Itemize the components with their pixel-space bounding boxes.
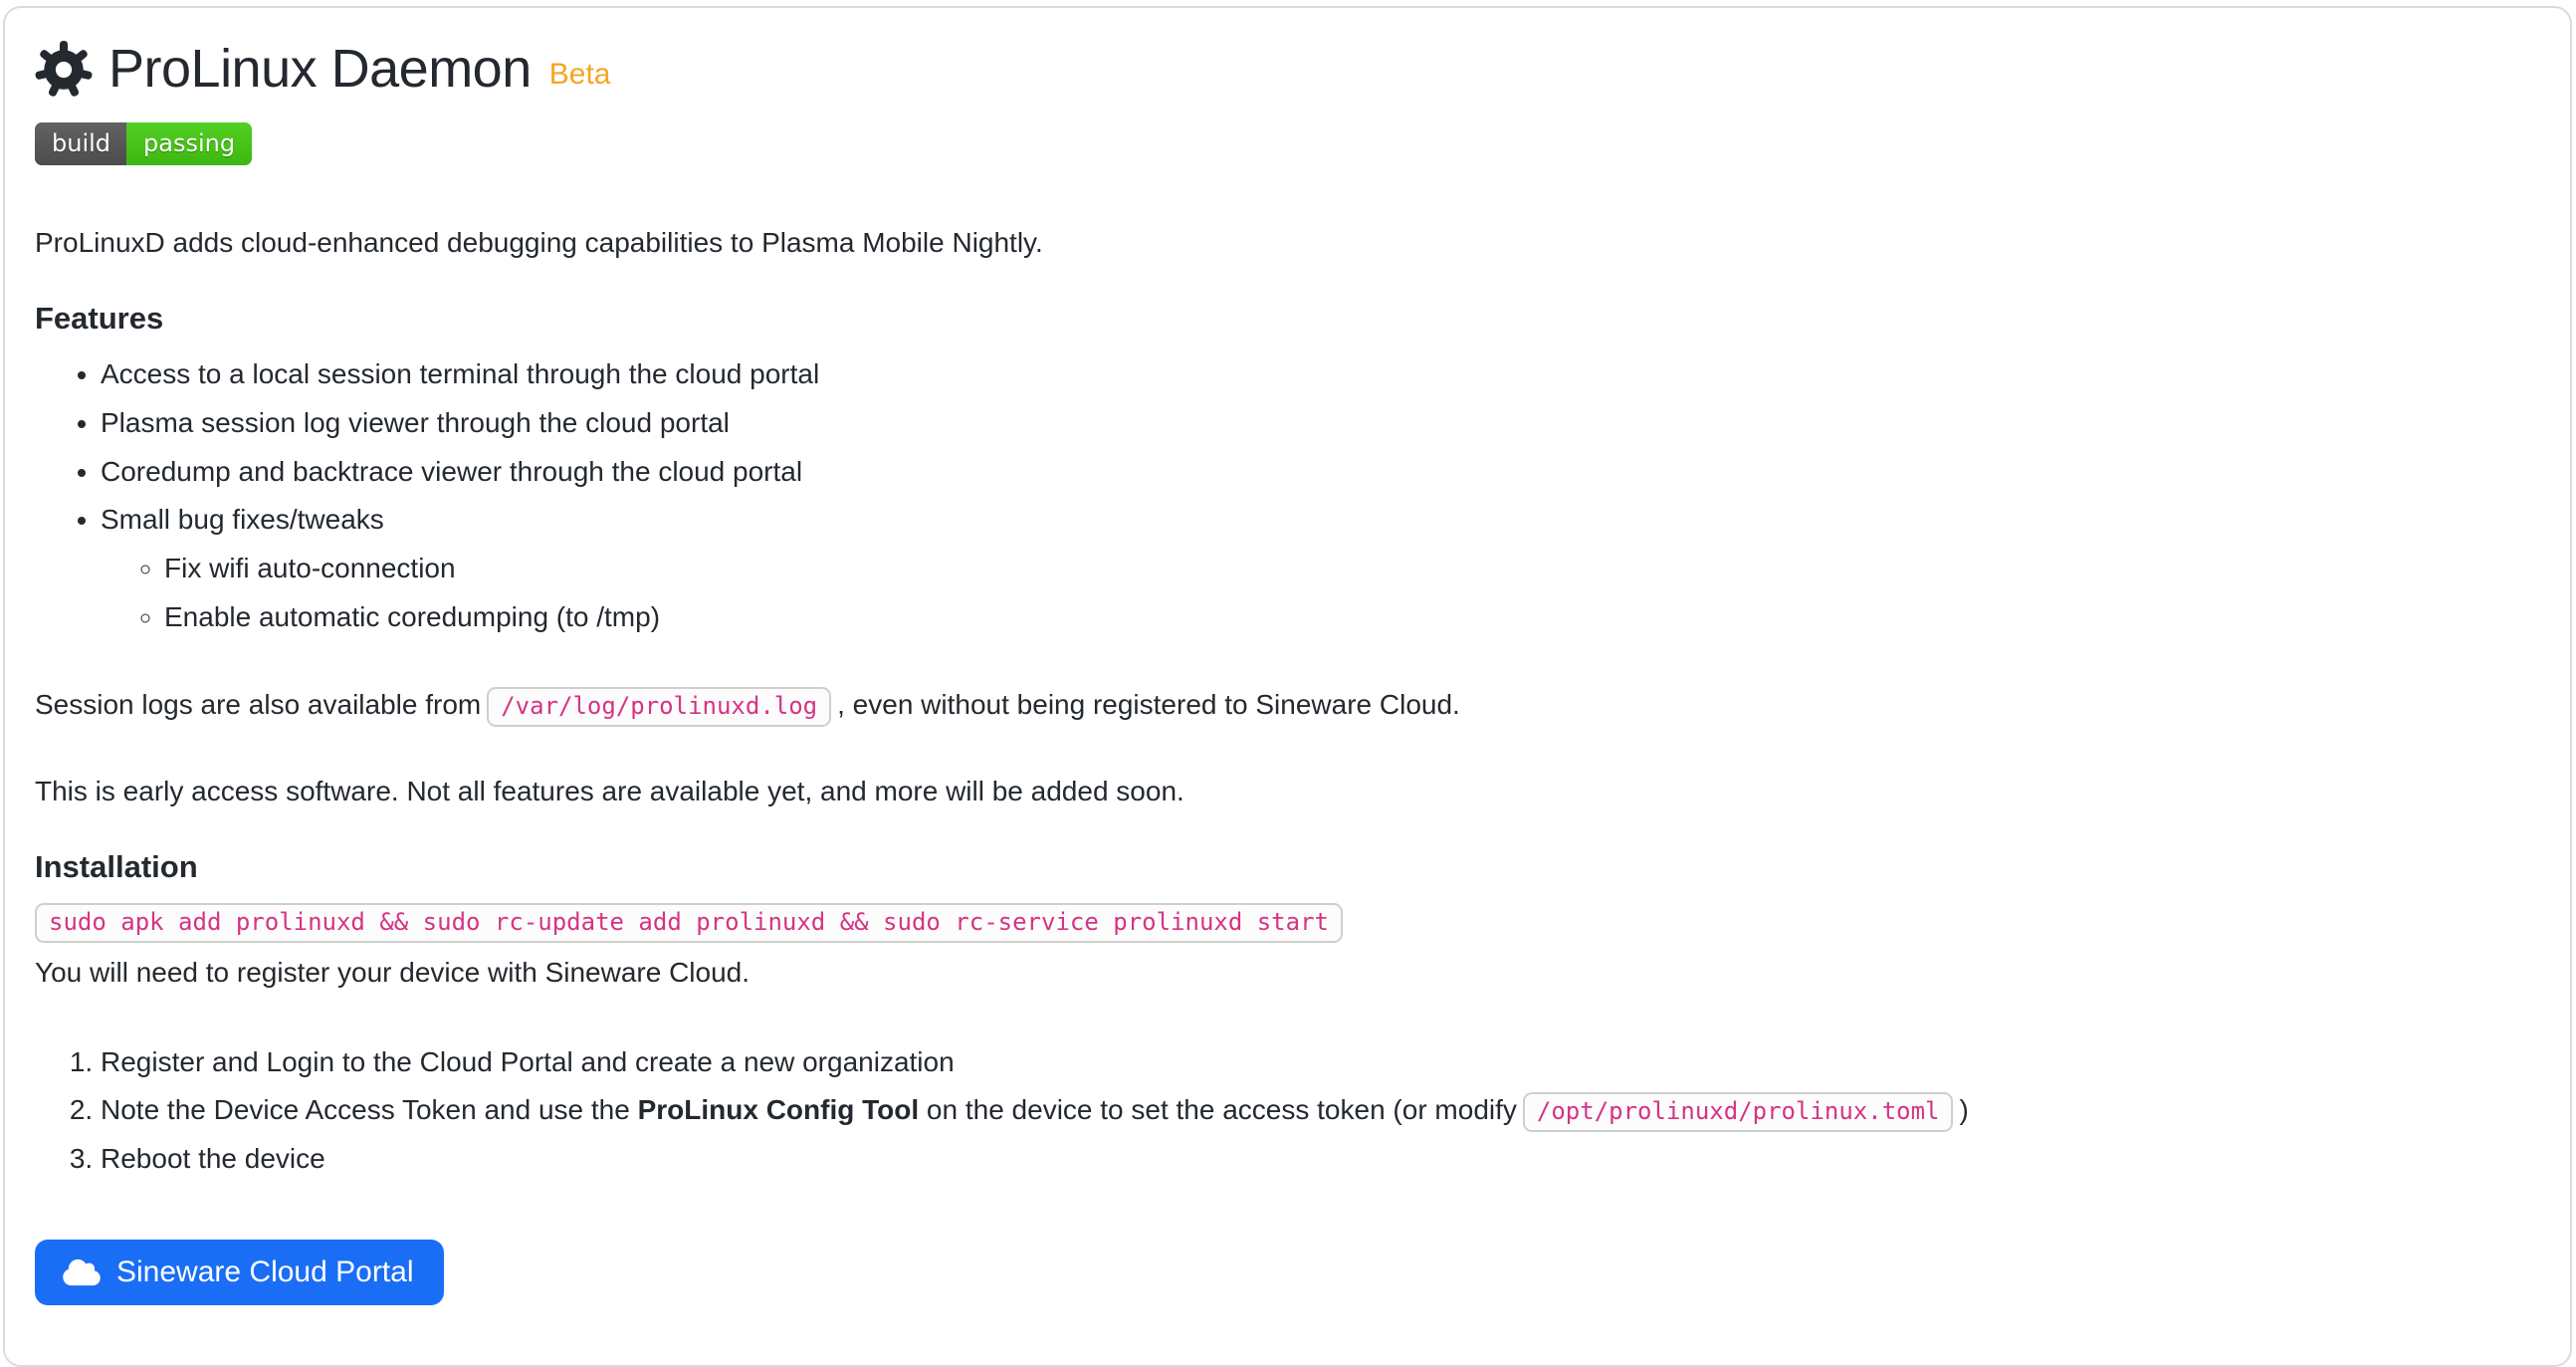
text-segment: on the device to set the access token (or modify <box>919 1094 1517 1126</box>
list-item: 1. Register and Login to the Cloud Portal and create a new organization <box>101 1042 2530 1082</box>
beta-label: Beta <box>548 58 611 92</box>
features-list <box>35 354 2530 637</box>
install-command-code: sudo apk add prolinuxd && sudo rc-update add prolinuxd && sudo rc-service prolinuxd start <box>35 903 1343 943</box>
log-path-code: /var/log/prolinuxd.log <box>487 687 831 727</box>
list-item: ◦ Enable automatic coredumping (to /tmp) <box>164 597 2530 637</box>
features-sub-list <box>101 549 2530 637</box>
intro-paragraph: ProLinuxD adds cloud-enhanced debugging capabilities to Plasma Mobile Nightly. <box>35 227 1043 259</box>
list-item <box>101 500 2530 636</box>
list-item-label: Small bug fixes/tweaks <box>101 504 384 536</box>
cloud-icon <box>61 1257 103 1287</box>
page-title: ProLinux Daemon <box>108 39 532 99</box>
installation-steps-list <box>35 1042 2530 1179</box>
badge-value: passing <box>126 122 252 165</box>
sineware-cloud-portal-button[interactable] <box>35 1240 444 1305</box>
config-path-code: /opt/prolinuxd/prolinux.toml <box>1523 1092 1954 1132</box>
readme-card <box>3 6 2572 1367</box>
text-segment: Note the Device Access Token and use the <box>101 1094 638 1126</box>
text-segment: ) <box>1959 1094 1969 1126</box>
register-note: You will need to register your device with Sineware Cloud. <box>35 956 751 988</box>
list-item: • Coredump and backtrace viewer through the cloud portal <box>101 452 2530 492</box>
config-tool-name: ProLinux Config Tool <box>637 1094 920 1126</box>
install-command-line <box>35 901 2530 941</box>
installation-heading: Installation <box>35 849 198 885</box>
text-segment: , even without being registered to Sineware Cloud. <box>837 688 1460 720</box>
text-segment: Session logs are also available from <box>35 688 482 720</box>
badge-key: build <box>35 122 126 165</box>
features-heading: Features <box>35 301 164 337</box>
early-access-paragraph: This is early access software. Not all features are available yet, and more will be added soon. <box>35 776 1184 807</box>
portal-button-label: Sineware Cloud Portal <box>116 1254 414 1288</box>
page-header <box>35 40 2530 99</box>
list-item: ◦ Fix wifi auto-connection <box>164 549 2530 588</box>
list-item <box>101 1090 2530 1130</box>
build-status-badge <box>35 122 252 165</box>
list-item: • Plasma session log viewer through the cloud portal <box>101 403 2530 443</box>
list-item: 3. Reboot the device <box>101 1139 2530 1179</box>
session-logs-paragraph <box>35 685 2530 725</box>
list-item: • Access to a local session terminal through the cloud portal <box>101 354 2530 394</box>
gear-icon <box>35 41 93 99</box>
